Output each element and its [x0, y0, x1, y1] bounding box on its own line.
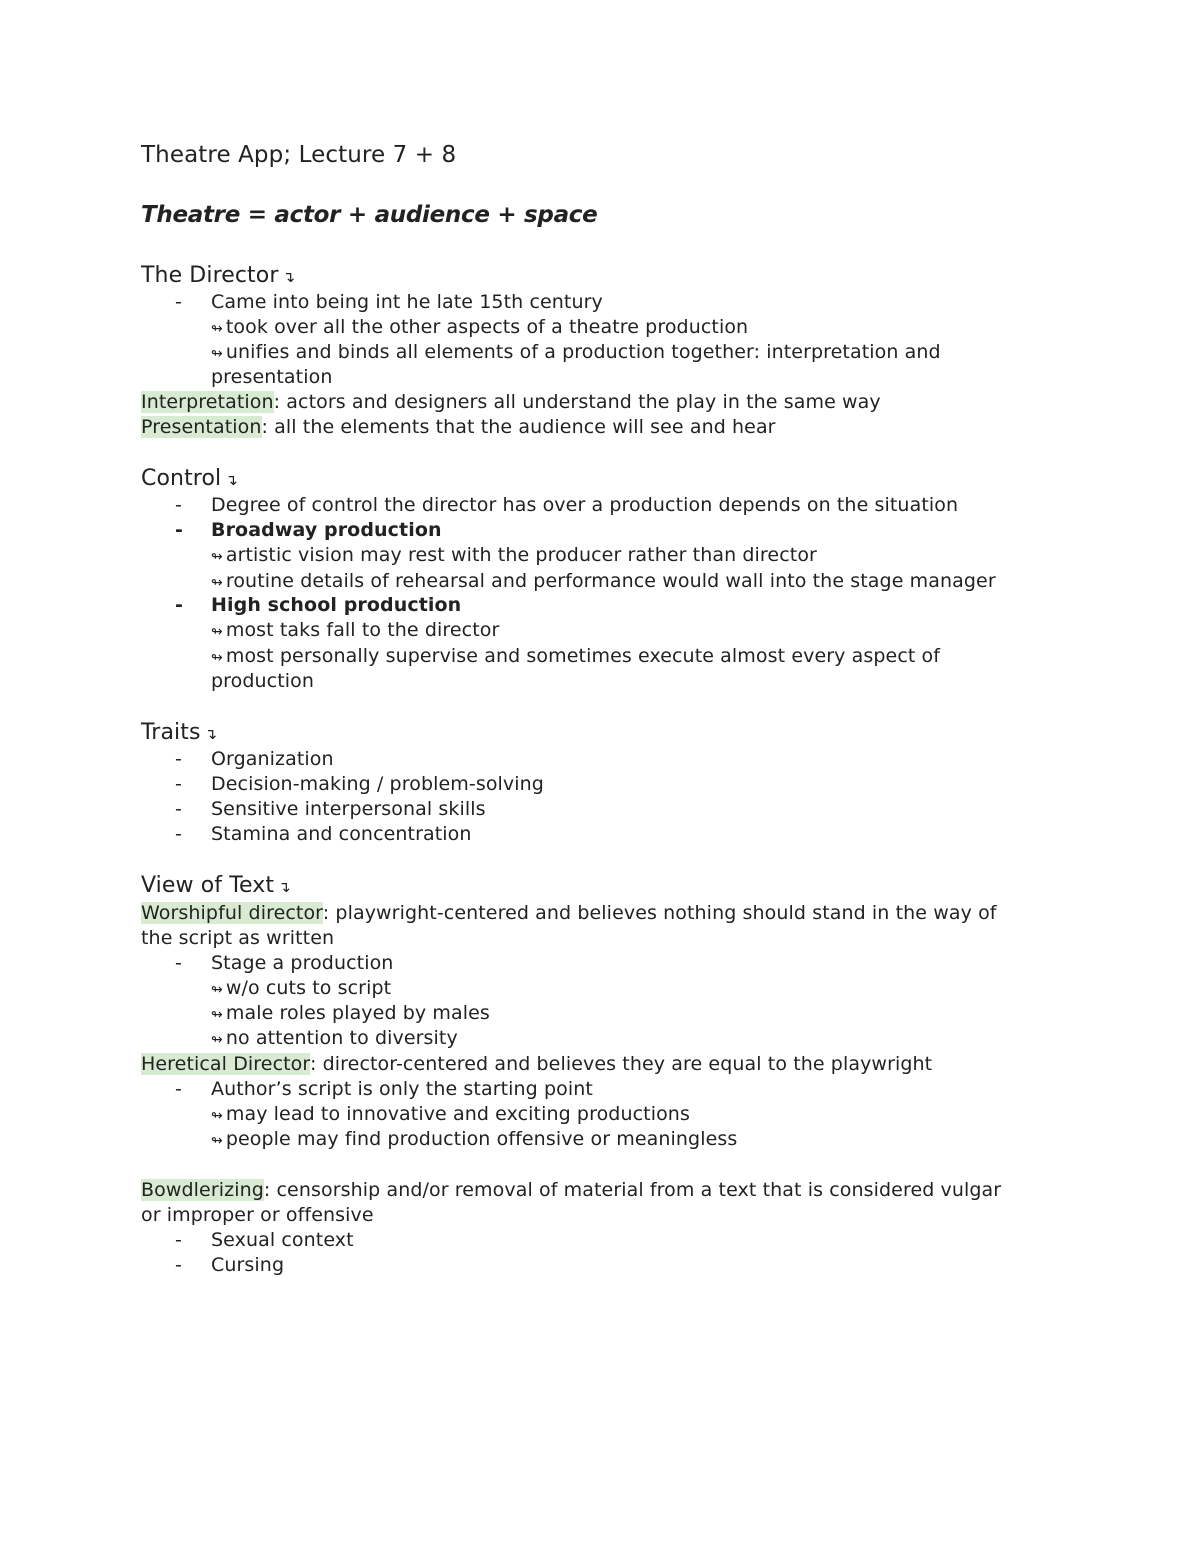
list-item-text: Decision-making / problem-solving — [211, 773, 544, 795]
sub-item — [211, 1102, 690, 1128]
curly-arrow-icon: ↬ — [211, 575, 223, 591]
curly-arrow-icon: ↬ — [211, 650, 223, 666]
sub-item-text: male roles played by males — [225, 1002, 490, 1024]
list-item-text: Degree of control the director has over a production depends on the situation — [211, 494, 959, 516]
sub-item-text: unifies and binds all elements of a production together: interpretation and — [225, 341, 941, 363]
list-item-text: Cursing — [211, 1254, 285, 1276]
sub-item — [211, 976, 391, 1002]
heading-text: The Director — [141, 263, 279, 288]
list-item-text: Broadway production — [211, 519, 442, 541]
curly-arrow-icon: ↬ — [211, 1032, 223, 1048]
curly-arrow-icon: ↬ — [211, 1108, 223, 1124]
definition-text: : actors and designers all understand the play in the same way — [273, 391, 881, 413]
bullet-dash: - — [175, 594, 183, 616]
highlighted-term: Interpretation — [141, 391, 274, 413]
heading-text: Control — [141, 466, 222, 491]
definition-continuation: the script as written — [141, 927, 335, 949]
formula-heading: Theatre = actor + audience + space — [141, 202, 598, 228]
down-right-arrow-icon: ↴ — [278, 878, 291, 896]
sub-item-text: artistic vision may rest with the producer rather than director — [225, 544, 817, 566]
bullet-dash: - — [175, 773, 182, 795]
down-right-arrow-icon: ↴ — [204, 725, 218, 743]
sub-item-text: most personally supervise and sometimes execute almost every aspect of — [225, 645, 941, 667]
sub-item-text: may lead to innovative and exciting productions — [225, 1103, 690, 1125]
list-item-text: Stage a production — [211, 952, 394, 974]
list-item-text: Stamina and concentration — [211, 823, 472, 845]
sub-item-continuation: production — [211, 670, 315, 692]
sub-item — [211, 543, 817, 569]
sub-item — [211, 315, 748, 341]
sub-item-text: most taks fall to the director — [225, 619, 500, 641]
bullet-dash: - — [175, 1254, 182, 1276]
bullet-dash: - — [175, 952, 182, 974]
down-right-arrow-icon: ↴ — [225, 471, 238, 489]
curly-arrow-icon: ↬ — [211, 1007, 223, 1023]
definition-text: : all the elements that the audience will see and hear — [261, 416, 776, 438]
curly-arrow-icon: ↬ — [211, 321, 223, 337]
definition-worshipful-director — [141, 901, 997, 925]
definition-continuation: or improper or offensive — [141, 1204, 374, 1226]
section-heading-traits — [141, 719, 217, 748]
list-item-text: Author’s script is only the starting point — [211, 1078, 593, 1100]
highlighted-term: Heretical Director — [141, 1053, 310, 1075]
sub-item-continuation: presentation — [211, 366, 333, 388]
definition-bowdlerizing — [141, 1178, 1001, 1202]
list-item-text: Organization — [211, 748, 334, 770]
sub-item-text: people may find production offensive or meaningless — [225, 1128, 738, 1150]
list-item-text: Came into being int he late 15th century — [211, 291, 603, 313]
sub-item — [211, 340, 941, 366]
curly-arrow-icon: ↬ — [211, 982, 223, 998]
curly-arrow-icon: ↬ — [211, 549, 223, 565]
section-heading-control — [141, 465, 238, 494]
bullet-dash: - — [175, 494, 182, 516]
list-item-text: Sexual context — [211, 1229, 354, 1251]
sub-item-text: no attention to diversity — [225, 1027, 458, 1049]
definition-text: : director-centered and believes they are equal to the playwright — [310, 1053, 933, 1075]
highlighted-term: Bowdlerizing — [141, 1179, 264, 1201]
definition-text: : censorship and/or removal of material from a text that is considered vulgar — [263, 1179, 1002, 1201]
definition-interpretation — [141, 390, 881, 414]
definition-presentation — [141, 415, 776, 439]
list-item-text: Sensitive interpersonal skills — [211, 798, 486, 820]
section-heading-director — [141, 262, 295, 291]
bullet-dash: - — [175, 291, 182, 313]
sub-item — [211, 569, 996, 595]
curly-arrow-icon: ↬ — [211, 346, 223, 362]
bullet-dash: - — [175, 798, 182, 820]
bullet-dash: - — [175, 748, 182, 770]
sub-item — [211, 644, 940, 670]
sub-item — [211, 1001, 490, 1027]
page-title: Theatre App; Lecture 7 + 8 — [141, 142, 457, 168]
bullet-dash: - — [175, 1078, 182, 1100]
sub-item-text: w/o cuts to script — [225, 977, 392, 999]
highlighted-term: Presentation — [141, 416, 262, 438]
heading-text: Traits — [141, 720, 201, 745]
sub-item — [211, 1127, 737, 1153]
sub-item — [211, 1026, 458, 1052]
sub-item — [211, 618, 499, 644]
bullet-dash: - — [175, 519, 183, 541]
down-right-arrow-icon: ↴ — [282, 268, 296, 286]
curly-arrow-icon: ↬ — [211, 624, 223, 640]
definition-text: : playwright-centered and believes nothing should stand in the way of — [322, 902, 997, 924]
heading-text: View of Text — [141, 873, 275, 898]
curly-arrow-icon: ↬ — [211, 1133, 223, 1149]
section-heading-view-of-text — [141, 872, 291, 901]
sub-item-text: took over all the other aspects of a theatre production — [225, 316, 749, 338]
definition-heretical-director — [141, 1052, 932, 1076]
list-item-text: High school production — [211, 594, 462, 616]
bullet-dash: - — [175, 823, 182, 845]
sub-item-text: routine details of rehearsal and performance would wall into the stage manager — [225, 570, 996, 592]
bullet-dash: - — [175, 1229, 182, 1251]
highlighted-term: Worshipful director — [141, 902, 323, 924]
